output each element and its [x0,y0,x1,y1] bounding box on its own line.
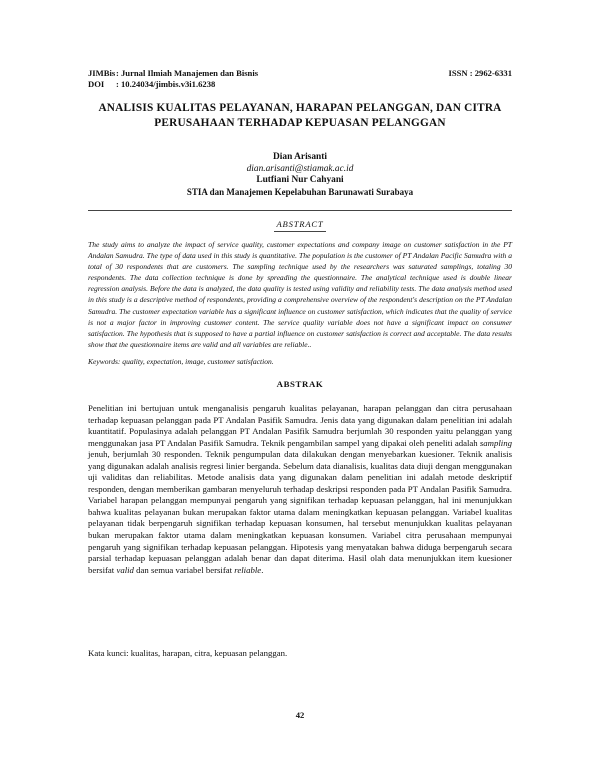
kata-kunci: Kata kunci: kualitas, harapan, citra, kepuasan pelanggan. [88,648,288,658]
doi-value: : 10.24034/jimbis.v3i1.6238 [116,79,216,89]
author-block [80,152,520,198]
abstrak-text-4: . [261,564,264,575]
abstrak-text-1: Penelitian ini bertujuan untuk menganalisis pengaruh kualitas pelayanan, harapan pelanggan dan citra perusahaan terhadap kepuasan pelanggan pada PT Andalan Pasifik Samudra. Jenis data yang digunakan dalam penelitian ini adalah kuantitatif. Populasinya adalah pelanggan PT Andalan Pasifik Samudra berjumlah 30 responden yaitu pelanggan yang menggunakan jasa PT Andalan Pasifik Samudra. Teknik pengambilan sampel yang dipakai oleh peneliti adalah [88,403,512,448]
journal-label: JIMBis [88,68,116,78]
paper-title [70,101,530,130]
author-email: dian.arisanti@stiamak.ac.id [246,163,354,174]
abstrak-term-reliable: reliable [234,564,262,575]
title-line-2: PERUSAHAAN TERHADAP KEPUASAN PELANGGAN [154,116,446,129]
abstract-heading-underline [274,231,326,232]
author-institution: STIA dan Manajemen Kepelabuhan Barunawati Surabaya [186,186,414,197]
abstrak-text-2: jenuh, berjumlah 30 responden. Teknik pengumpulan data dilakukan dengan menyebarkan kuesioner. Teknik analisis yang digunakan adalah analisis regresi linier berganda. Sebelum data dianalisis, kualitas data diuji dengan menggunakan uji validitas dan reliabilitas. Metode analisis data yang digunakan dalam penelitian ini adalah metode deskriptif responden, dengan memberikan gambaran menyeluruh terhadap deskripsi responden pada PT Andalan Pasifik Samudra. Variabel harapan pelanggan mempunyai pengaruh yang signifikan terhadap kepuasan pelanggan, hal ini menunjukkan bahwa kualitas pelayanan bukan merupakan faktor utama dalam meningkatkan kepuasan pelanggan. Variabel kualitas pelayanan tidak berpengaruh signifikan terhadap kepuasan konsumen, hal tersebut menunjukkan kualitas pelayanan bukan merupakan faktor utama dalam meningkatkan kepuasan konsumen. Variabel citra perusahaan mempunyai pengaruh yang signifikan terhadap kepuasan pelanggan. Hipotesis yang menyatakan bahwa diduga berpengaruh secara parsial terhadap kepuasan pelanggan adalah benar dan dapat diterima. Hasil olah data menunjukkan item kuesioner bersifat [88,449,512,575]
abstract-english: The study aims to analyze the impact of service quality, customer expectations and company image on customer satisfaction in the PT Andalan Samudra. The type of data used in this study is quantitative. The population is the customer of PT Andalan Pacific Samudra with a total of 30 respondents that are customers. The sampling technique used by the researchers was saturated samplings, totaling 30 respondents. The data collection technique is done by spreading the questionnaire. The analytical technique used is double linear regression analysis. Before the data is analyzed, the data quality is tested using validity and reliability tests. The data analysis method used in this study is a descriptive method of respondents, providing a comprehensive overview of the respondent's description on the PT Andalan Samudra. The customer expectation variable has a significant influence on customer satisfaction, which indicates that the quality of service is not a major factor in improving customer content. The service quality variable does not have a significant impact on consumer satisfaction. The hypothesis that is supposed to have a partial influence on customer satisfaction is correct and acceptable. The data results show that the questionnaire items are valid and all variables are reliable.. [88,240,512,349]
keywords: Keywords: quality, expectation, image, customer satisfaction. [88,357,274,366]
abstrak-text-3: dan semua variabel bersifat [133,564,235,575]
author-name-1: Dian Arisanti [273,152,327,162]
abstrak-term-sampling: sampling [479,437,512,448]
abstract-heading: ABSTRACT [276,219,324,229]
page-number: 42 [295,710,305,720]
abstrak-heading: ABSTRAK [276,379,324,389]
divider-top [88,210,512,211]
title-line-1: ANALISIS KUALITAS PELAYANAN, HARAPAN PELANGGAN, DAN CITRA [98,102,502,114]
journal-name: : Jurnal Ilmiah Manajemen dan Bisnis [116,68,259,78]
author-name-2: Lutfiani Nur Cahyani [256,175,344,185]
issn: ISSN : 2962-6331 [448,68,512,78]
journal-header [88,68,512,90]
abstrak-indonesian [88,403,512,576]
abstrak-term-valid: valid [116,564,134,575]
doi-label: DOI [88,79,105,89]
